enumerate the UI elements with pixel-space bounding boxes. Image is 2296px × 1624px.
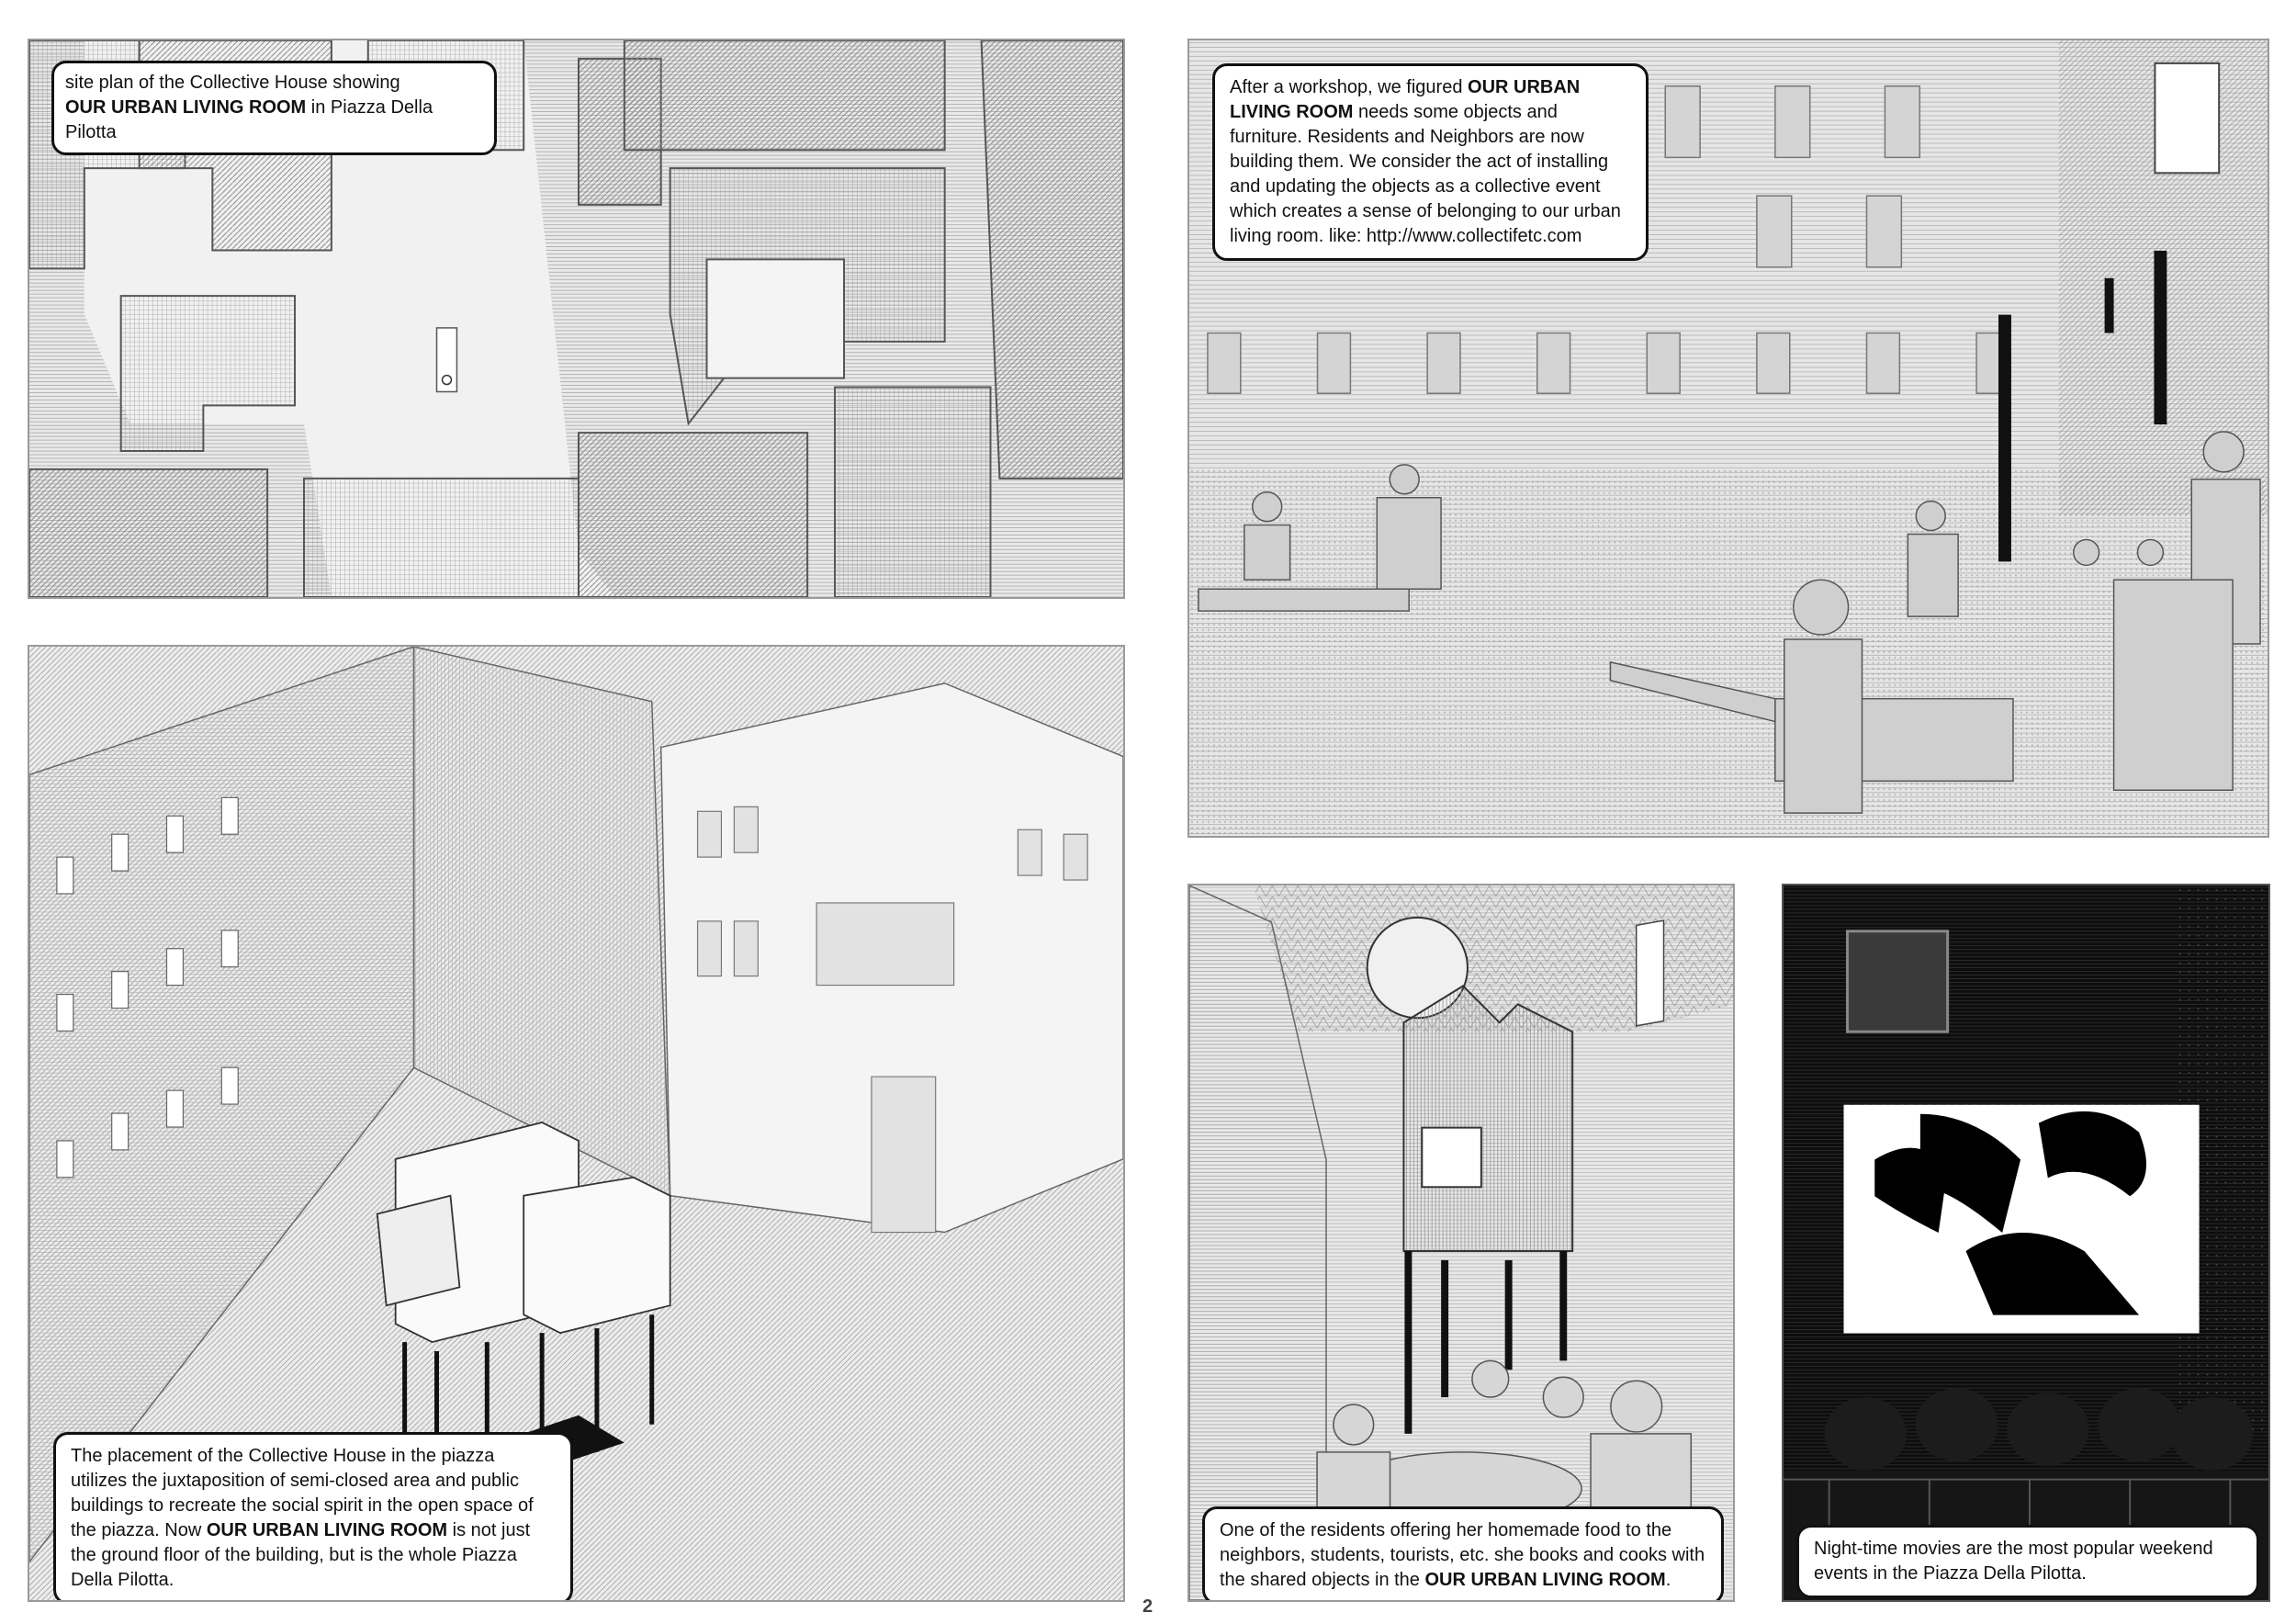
site-plan-caption-location: in Piazza Della Pilotta — [65, 97, 433, 142]
page-number: 2 — [1142, 1596, 1154, 1617]
workshop-caption-intro: After a workshop, we figured — [1230, 77, 1463, 97]
workshop-panel — [1187, 39, 2269, 838]
movies-caption-text: Night-time movies are the most popular weekend events in the Piazza Della Pilotta. — [1814, 1539, 2213, 1584]
food-caption-emphasis: OUR URBAN LIVING ROOM — [1424, 1570, 1666, 1590]
food-caption-end: . — [1665, 1570, 1671, 1590]
site-plan-panel — [28, 39, 1125, 599]
workshop-caption-body: needs some objects and furniture. Residents and Neighbors are now building them. We consider the act of installing and updating the objects as a collective event which creates a sense of belonging to our urban living room. like: http://www.collectifetc.com — [1230, 102, 1621, 246]
placement-caption-emphasis: OUR URBAN LIVING ROOM — [206, 1520, 448, 1540]
site-plan-caption-emphasis: OUR URBAN LIVING ROOM — [65, 97, 307, 118]
placement-caption-text: The placement of the Collective House in the piazza utilizes the juxtaposition of semi-closed area and public buildings to recreate the social spirit in the open space of the piazza. Now — [71, 1446, 534, 1540]
workshop-caption-emphasis: OUR URBAN LIVING ROOM — [1230, 77, 1581, 122]
placement-caption-body: is not just the ground floor of the building, but is the whole Piazza Della Pilotta. — [71, 1520, 531, 1590]
workshop-caption — [1212, 63, 1649, 261]
food-drawing — [1189, 885, 1733, 1600]
food-panel — [1187, 884, 1735, 1602]
placement-caption — [53, 1432, 573, 1602]
movies-drawing — [1784, 885, 2268, 1600]
site-plan-caption — [51, 61, 497, 155]
food-caption-text: One of the residents offering her homemade food to the neighbors, students, tourists, etc. she books and cooks with the shared objects in the — [1220, 1520, 1705, 1590]
movies-panel — [1782, 884, 2270, 1602]
movies-caption — [1796, 1525, 2259, 1598]
placement-panel — [28, 645, 1125, 1602]
food-caption — [1202, 1506, 1724, 1602]
site-plan-caption-text: site plan of the Collective House showing — [65, 73, 400, 93]
